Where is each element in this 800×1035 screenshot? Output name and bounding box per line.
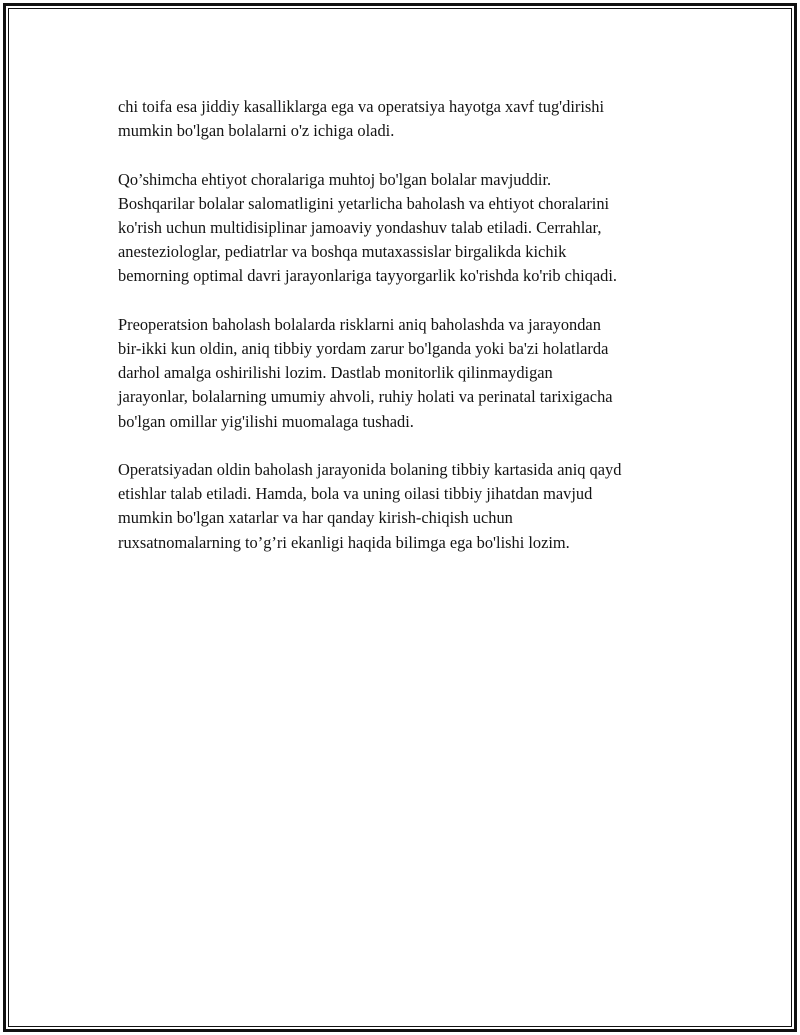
paragraph-3: Preoperatsion baholash bolalarda risklarni aniq baholashda va jarayondan bir-ikki kun oldin, aniq tibbiy yordam zarur bo'lganda yoki ba'zi holatlarda darhol amalga oshirilishi lozim. Dastlab monitorlik qilinmaydigan jarayonlar, bolalarning umumiy ahvoli, ruhiy holati va perinatal tarixigacha bo'lgan omillar yig'ilishi muomalaga tushadi. [118, 314, 613, 431]
paragraph-2: Qo’shimcha ehtiyot choralariga muhtoj bo'lgan bolalar mavjuddir. Boshqarilar bolalar salomatligini yetarlicha baholash va ehtiyot choralarini ko'rish uchun multidisiplinar jamoaviy yondashuv talab etiladi. Cerrahlar, anesteziologlar, pediatrlar va boshqa mutaxassislar birgalikda kichik bemorning optimal davri jarayonlariga tayyorgarlik ko'rishda ko'rib chiqadi. [118, 169, 618, 286]
paragraph-1: chi toifa esa jiddiy kasalliklarga ega va operatsiya hayotga xavf tug'dirishi mumkin bo'lgan bolalarni o'z ichiga oladi. [118, 97, 605, 141]
document-body [118, 95, 698, 579]
paragraph-4: Operatsiyadan oldin baholash jarayonida bolaning tibbiy kartasida aniq qayd etishlar talab etiladi. Hamda, bola va uning oilasi tibbiy jihatdan mavjud mumkin bo'lgan xatarlar va har qanday kirish-chiqish uchun ruxsatnomalarning to’g’ri ekanligi haqida bilimga ega bo'lishi lozim. [118, 460, 622, 552]
